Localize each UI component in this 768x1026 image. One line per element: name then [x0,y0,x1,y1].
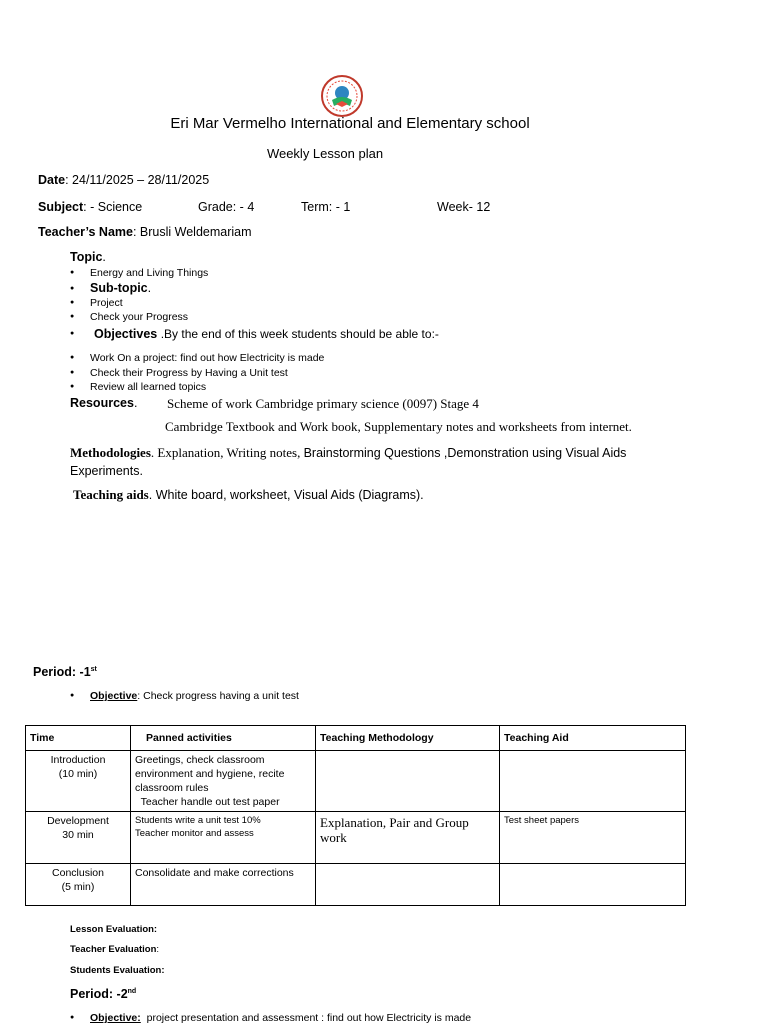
column-header: Teaching Methodology [316,726,500,751]
table-cell: Consolidate and make corrections [131,864,316,906]
table-cell [316,864,500,906]
methodologies-paragraph: Methodologies. Explanation, Writing notes, Brainstorming Questions ,Demonstration using Visual Aids Experiments. [70,445,627,478]
subject-label: Subject [38,200,84,214]
students-evaluation: Students Evaluation: [70,965,165,976]
date-value: : 24/11/2025 – 28/11/2025 [65,173,210,187]
table-row [26,864,686,906]
school-name: Eri Mar Vermelho International and Elementary school [170,115,530,132]
grade-value: Grade: - 4 [198,200,255,214]
list-item: ● Objective: project presentation and assessment : find out how Electricity is made [70,1011,471,1026]
list-item: ● Work On a project: find out how Electricity is made [70,351,324,366]
topic-label: Topic [70,250,103,264]
plan-title: Weekly Lesson plan [266,146,384,161]
table-cell: Students write a unit test 10% Teacher monitor and assess [131,812,316,864]
resources-line-1: Scheme of work Cambridge primary science (0097) Stage 4 [167,396,479,411]
objectives-heading: ● Objectives .By the end of this week students should be able to:- [70,325,439,343]
table-cell [500,751,686,812]
teaching-aids-paragraph: Teaching aids. White board, worksheet, Visual Aids (Diagrams). [73,487,424,502]
teaching-aids-label: Teaching aids [73,487,149,502]
list-item: ● Project [70,296,439,311]
list-item: ● Objective: Check progress having a unit test [70,689,299,704]
teacher-label: Teacher’s Name [38,225,133,239]
column-header: Panned activities [131,726,316,751]
school-logo [320,74,364,118]
period-1-table [25,725,686,906]
table-cell: Explanation, Pair and Group work [316,812,500,864]
column-header: Teaching Aid [500,726,686,751]
methodologies-label: Methodologies [70,445,151,460]
week-value: Week- 12 [437,200,491,214]
table-cell: Greetings, check classroom environment and hygiene, recite classroom rules Teacher handle out test paper [131,751,316,812]
period-1-heading: Period: -1st [33,665,97,679]
teacher-evaluation: Teacher Evaluation: [70,944,160,955]
table-cell [316,751,500,812]
topic-heading: Topic. [70,250,106,264]
period-2-objective [70,1011,471,1026]
table-cell: Development 30 min [26,812,131,864]
table-cell: Conclusion (5 min) [26,864,131,906]
topic-list [70,266,439,343]
objectives-list [70,351,324,395]
table-row [26,751,686,812]
table-cell [500,864,686,906]
subject-line [38,200,142,214]
table-cell: Introduction (10 min) [26,751,131,812]
column-header: Time [26,726,131,751]
subject-value: : - Science [83,200,143,214]
list-item: ● Review all learned topics [70,380,324,395]
period-2-heading: Period: -2nd [70,987,137,1001]
table-row [26,812,686,864]
term-value: Term: - 1 [301,200,351,214]
teacher-line [38,225,252,239]
table-cell: Test sheet papers [500,812,686,864]
list-item: ● Energy and Living Things [70,266,439,281]
date-label: Date [38,173,66,187]
period-1-objective [70,689,299,704]
table-header-row [26,726,686,751]
resources-line-2: Cambridge Textbook and Work book, Supplementary notes and worksheets from internet. [165,419,632,434]
teacher-value: : Brusli Weldemariam [132,225,252,239]
resources-label: Resources [70,396,134,410]
list-item: ● Check your Progress [70,310,439,325]
date-line [38,173,209,187]
list-item: ● Check their Progress by Having a Unit test [70,366,324,381]
lesson-evaluation: Lesson Evaluation: [70,924,158,935]
subtopic-heading: ● Sub-topic. [70,281,439,296]
resources-heading: Resources. [70,396,138,410]
